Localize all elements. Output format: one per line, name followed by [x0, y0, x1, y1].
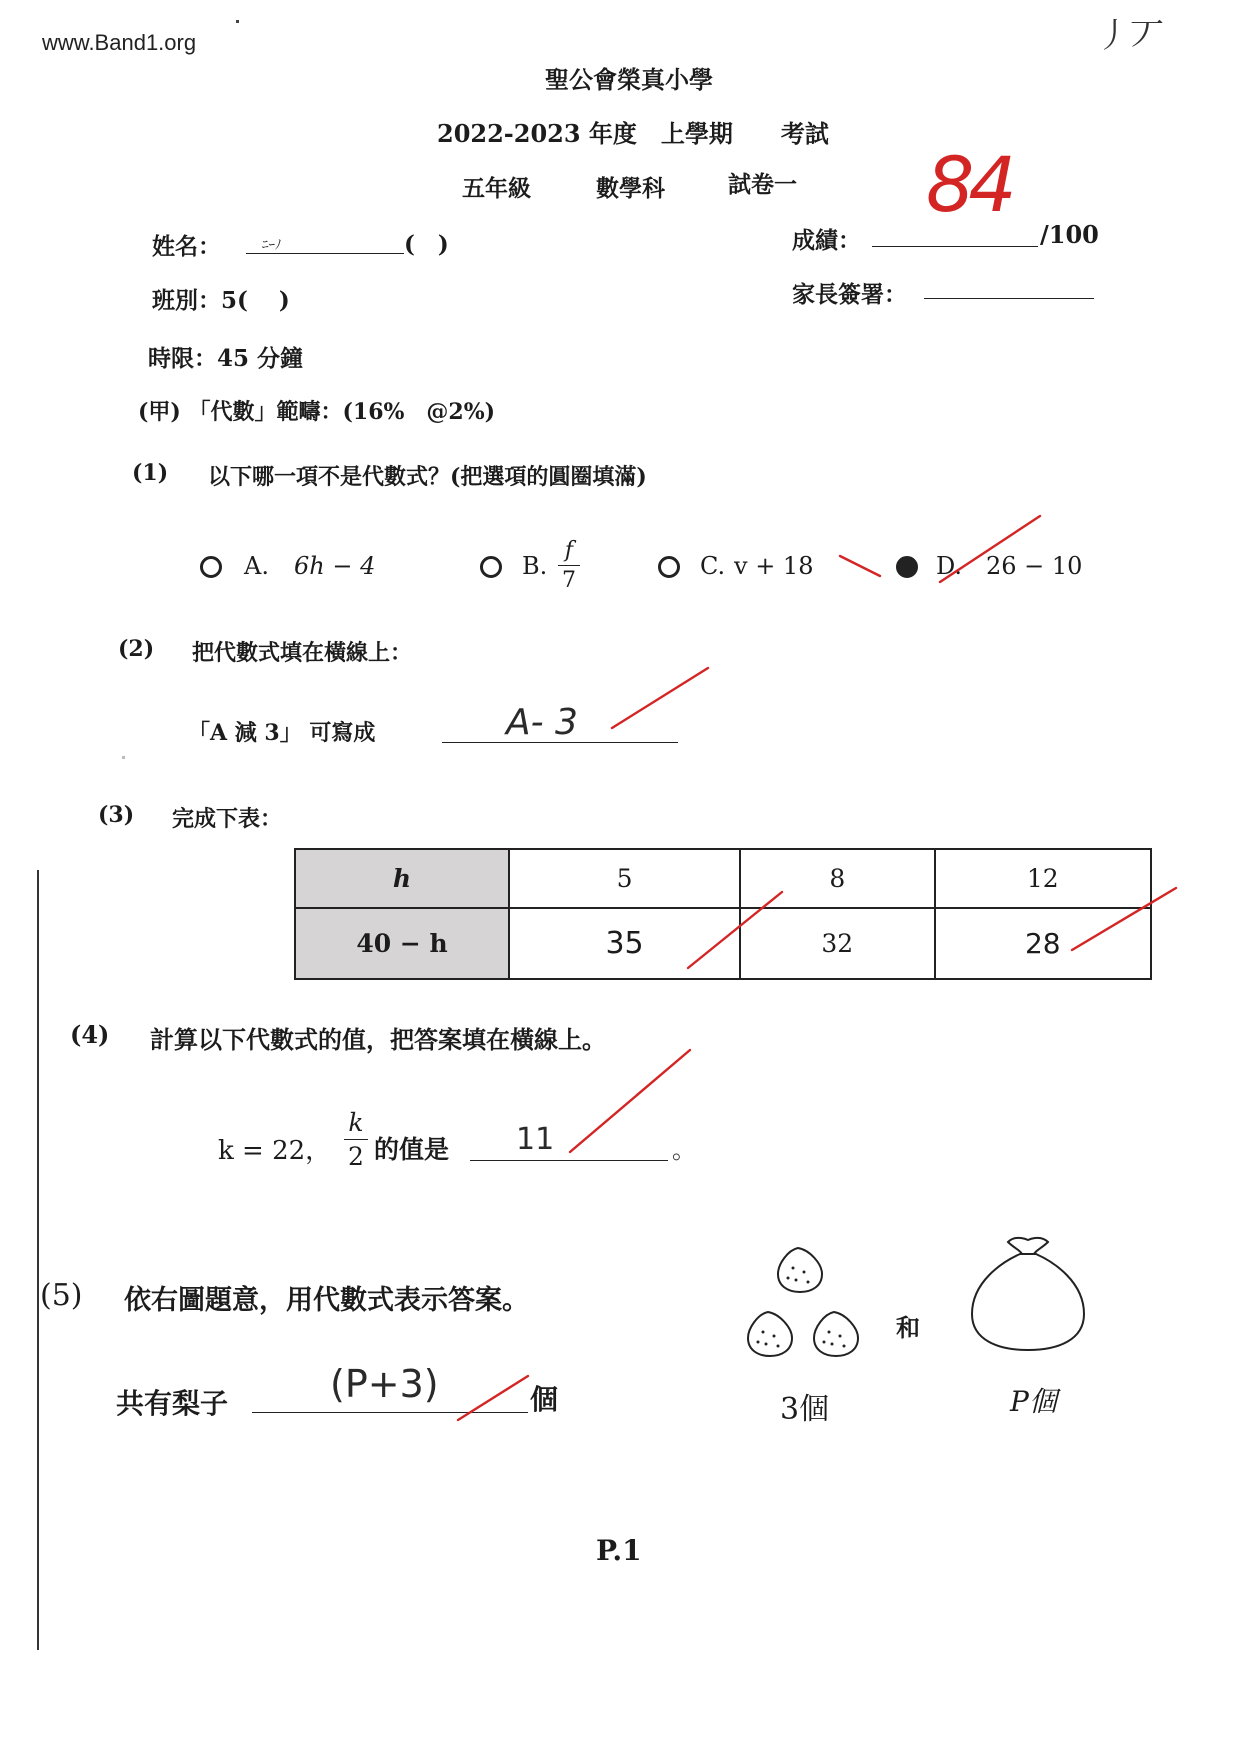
name-bracket: ( ) — [404, 231, 449, 258]
option-c-text: v + 18 — [734, 552, 814, 580]
option-a-text: 6h − 4 — [294, 552, 376, 580]
time-limit-label: 時限：45 分鐘 — [148, 345, 304, 372]
q2-answer: A- 3 — [506, 702, 578, 743]
table-header-cell: h — [295, 849, 509, 908]
corner-mark: 丿丆 — [1096, 16, 1164, 56]
q4-fraction — [344, 1108, 368, 1171]
table-cell: 8 — [740, 849, 934, 908]
table-answer-cell: 35 — [509, 908, 740, 979]
option-b-denominator: 7 — [562, 568, 576, 593]
table-cell: 32 — [740, 908, 934, 979]
q4-end: 。 — [672, 1136, 696, 1164]
scan-speckle — [236, 20, 239, 23]
score-total: /100 — [1040, 220, 1099, 249]
pears-caption: 3個 — [780, 1392, 830, 1427]
table-row — [295, 908, 1151, 979]
and-label: 和 — [896, 1313, 920, 1342]
parent-signature-label: 家長簽署： — [792, 281, 907, 308]
option-d-radio[interactable] — [896, 556, 918, 578]
option-a-radio[interactable] — [200, 556, 222, 578]
option-d-text: 26 − 10 — [986, 552, 1083, 580]
school-name: 聖公會榮真小學 — [545, 65, 713, 94]
q2-statement: 「A 減 3」 可寫成 — [188, 720, 376, 746]
q5-prompt: 依右圖題意，用代數式表示答案。 — [124, 1285, 529, 1316]
scan-speckle — [122, 756, 125, 759]
tick-mark-q5 — [458, 1376, 528, 1420]
score-value: 84 — [926, 140, 1011, 229]
bag-knot-icon — [1008, 1238, 1048, 1254]
q4-given: k = 22， — [218, 1136, 332, 1166]
name-label: 姓名： — [152, 233, 221, 260]
option-b-label: B. — [522, 552, 548, 580]
bag-icon — [972, 1254, 1084, 1350]
q5-unit: 個 — [530, 1383, 559, 1416]
pears-illustration — [738, 1240, 868, 1370]
exam-year-term: 2022-2023 年度 上學期 考試 — [437, 119, 829, 148]
margin-rule — [37, 870, 39, 1650]
name-value: ﾆｰﾉ — [262, 238, 282, 253]
q1-prompt: 以下哪一項不是代數式？(把選項的圓圈填滿) — [208, 464, 647, 490]
option-b-numerator: f — [564, 538, 574, 563]
option-a-label: A. — [244, 552, 269, 580]
q3-number: (3) — [98, 802, 135, 828]
tick-mark-q2 — [612, 668, 708, 728]
q5-answer-line — [252, 1412, 528, 1413]
q4-prompt: 計算以下代數式的值，把答案填在橫線上。 — [150, 1025, 606, 1054]
q3-prompt: 完成下表： — [172, 806, 283, 832]
parent-signature-line — [924, 298, 1094, 299]
value-table — [294, 848, 1152, 980]
table-answer-cell: 28 — [935, 908, 1151, 979]
table-cell: 12 — [935, 849, 1151, 908]
q4-number: (4) — [70, 1020, 110, 1049]
paper-label: 試卷一 — [728, 171, 797, 198]
pear-icon — [748, 1312, 792, 1356]
score-line — [872, 246, 1038, 247]
q2-prompt: 把代數式填在橫線上： — [192, 640, 413, 666]
table-row — [295, 849, 1151, 908]
q4-numerator: k — [348, 1108, 364, 1137]
q4-answer: 11 — [516, 1122, 555, 1157]
score-label: 成績： — [792, 227, 861, 254]
q5-statement: 共有梨子 — [116, 1387, 229, 1420]
q4-tail: 的值是 — [374, 1135, 450, 1164]
tick-mark-q1-stroke — [840, 556, 880, 576]
class-label: 班別：5( ) — [152, 287, 290, 314]
q5-answer: (P+3) — [330, 1362, 439, 1406]
watermark: www.Band1.org — [42, 30, 197, 55]
option-c-radio[interactable] — [658, 556, 680, 578]
option-c-label: C. — [700, 552, 726, 580]
subject-label: 數學科 — [596, 175, 665, 202]
option-b-radio[interactable] — [480, 556, 502, 578]
option-d-label: D. — [936, 552, 963, 580]
q4-denominator: 2 — [348, 1142, 364, 1171]
table-header-cell: 40 − h — [295, 908, 509, 979]
option-b-fraction — [558, 538, 580, 593]
name-line — [246, 253, 404, 254]
q1-number: (1) — [132, 460, 169, 486]
grade-label: 五年級 — [462, 175, 531, 202]
bag-illustration — [962, 1228, 1094, 1360]
section-title: (甲) 「代數」範疇：(16% @2%) — [138, 399, 496, 425]
table-cell: 5 — [509, 849, 740, 908]
page-number: P.1 — [596, 1534, 642, 1567]
bag-caption: P個 — [1010, 1385, 1057, 1418]
q2-number: (2) — [118, 636, 155, 662]
pear-icon — [814, 1312, 858, 1356]
pear-icon — [778, 1248, 822, 1292]
q5-number: (5) — [40, 1278, 83, 1313]
q4-answer-line — [470, 1160, 668, 1161]
